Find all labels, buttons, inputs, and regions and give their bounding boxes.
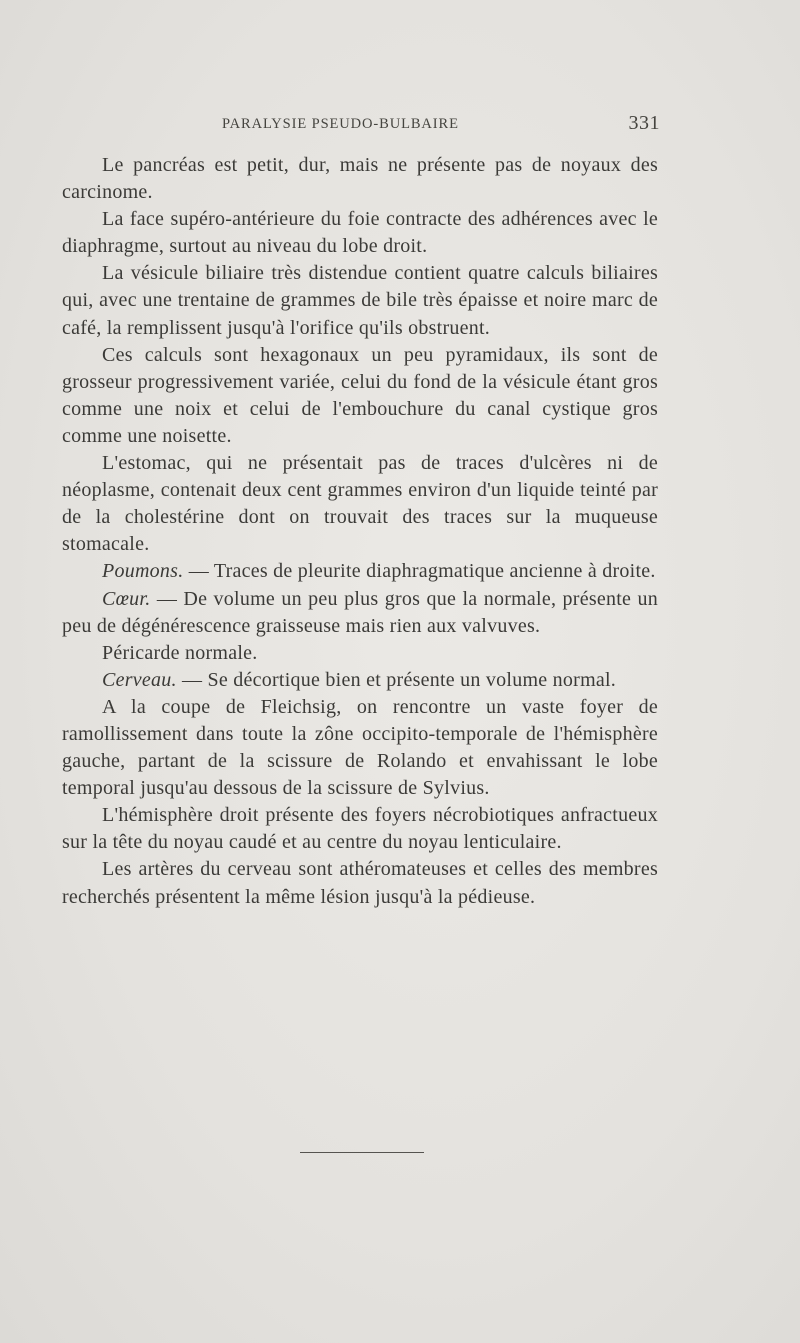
paragraph-poumons	[62, 558, 658, 585]
paragraph-text: L'estomac, qui ne présentait pas de traces d'ulcères ni de néoplasme, contenait deux cent grammes environ d'un liquide teinté par de la cholestérine dont on trouvait des traces sur la muqueuse stomacale.	[62, 452, 658, 556]
paragraph-text: — De volume un peu plus gros que la normale, présente un peu de dégénérescence graisseuse mais rien aux valvuves.	[62, 587, 658, 637]
paragraph	[62, 802, 658, 856]
paragraph	[62, 260, 658, 341]
section-label-coeur: Cœur.	[102, 587, 151, 610]
paragraph	[62, 152, 658, 206]
paragraph-cerveau	[62, 667, 658, 694]
paragraph-text: Ces calculs sont hexagonaux un peu pyramidaux, ils sont de grosseur progressivement variée, celui du fond de la vésicule étant gros comme une noix et celui de l'embouchure du canal cystique gros comme une noisette.	[62, 343, 658, 447]
paragraph-text: L'hémisphère droit présente des foyers nécrobiotiques anfractueux sur la tête du noyau caudé et au centre du noyau lenticulaire.	[62, 804, 658, 854]
paragraph	[62, 342, 658, 450]
section-divider	[300, 1152, 424, 1153]
page-header	[222, 112, 660, 136]
paragraph-text: La vésicule biliaire très distendue contient quatre calculs biliaires qui, avec une trentaine de grammes de bile très épaisse et noire marc de café, la remplissent jusqu'à l'orifice qu'ils obstruent.	[62, 262, 658, 339]
paragraph-text: Péricarde normale.	[102, 641, 258, 664]
paragraph	[62, 640, 658, 667]
body-text	[62, 152, 658, 911]
paragraph-text: A la coupe de Fleichsig, on rencontre un vaste foyer de ramollissement dans toute la zône occipito-temporale de l'hémisphère gauche, partant de la scissure de Rolando et envahissant le lobe temporal jusqu'au dessous de la scissure de Sylvius.	[62, 695, 658, 800]
section-label-poumons: Poumons.	[102, 560, 184, 583]
paragraph	[62, 450, 658, 558]
paragraph-text: Le pancréas est petit, dur, mais ne présente pas de noyaux des carcinome.	[62, 154, 658, 204]
paragraph	[62, 694, 658, 802]
paragraph-text: — Se décortique bien et présente un volume normal.	[176, 668, 617, 691]
paragraph	[62, 206, 658, 260]
paragraph	[62, 856, 658, 910]
page-number: 331	[628, 112, 660, 134]
section-label-cerveau: Cerveau.	[102, 668, 177, 691]
paragraph-coeur	[62, 586, 658, 640]
paragraph-text: — Traces de pleurite diaphragmatique ancienne à droite.	[183, 560, 656, 583]
running-head: PARALYSIE PSEUDO-BULBAIRE	[222, 116, 459, 132]
paragraph-text: La face supéro-antérieure du foie contracte des adhérences avec le diaphragme, surtout au niveau du lobe droit.	[62, 208, 658, 258]
paragraph-text: Les artères du cerveau sont athéromateuses et celles des membres recherchés présentent la même lésion jusqu'à la pédieuse.	[62, 858, 658, 908]
